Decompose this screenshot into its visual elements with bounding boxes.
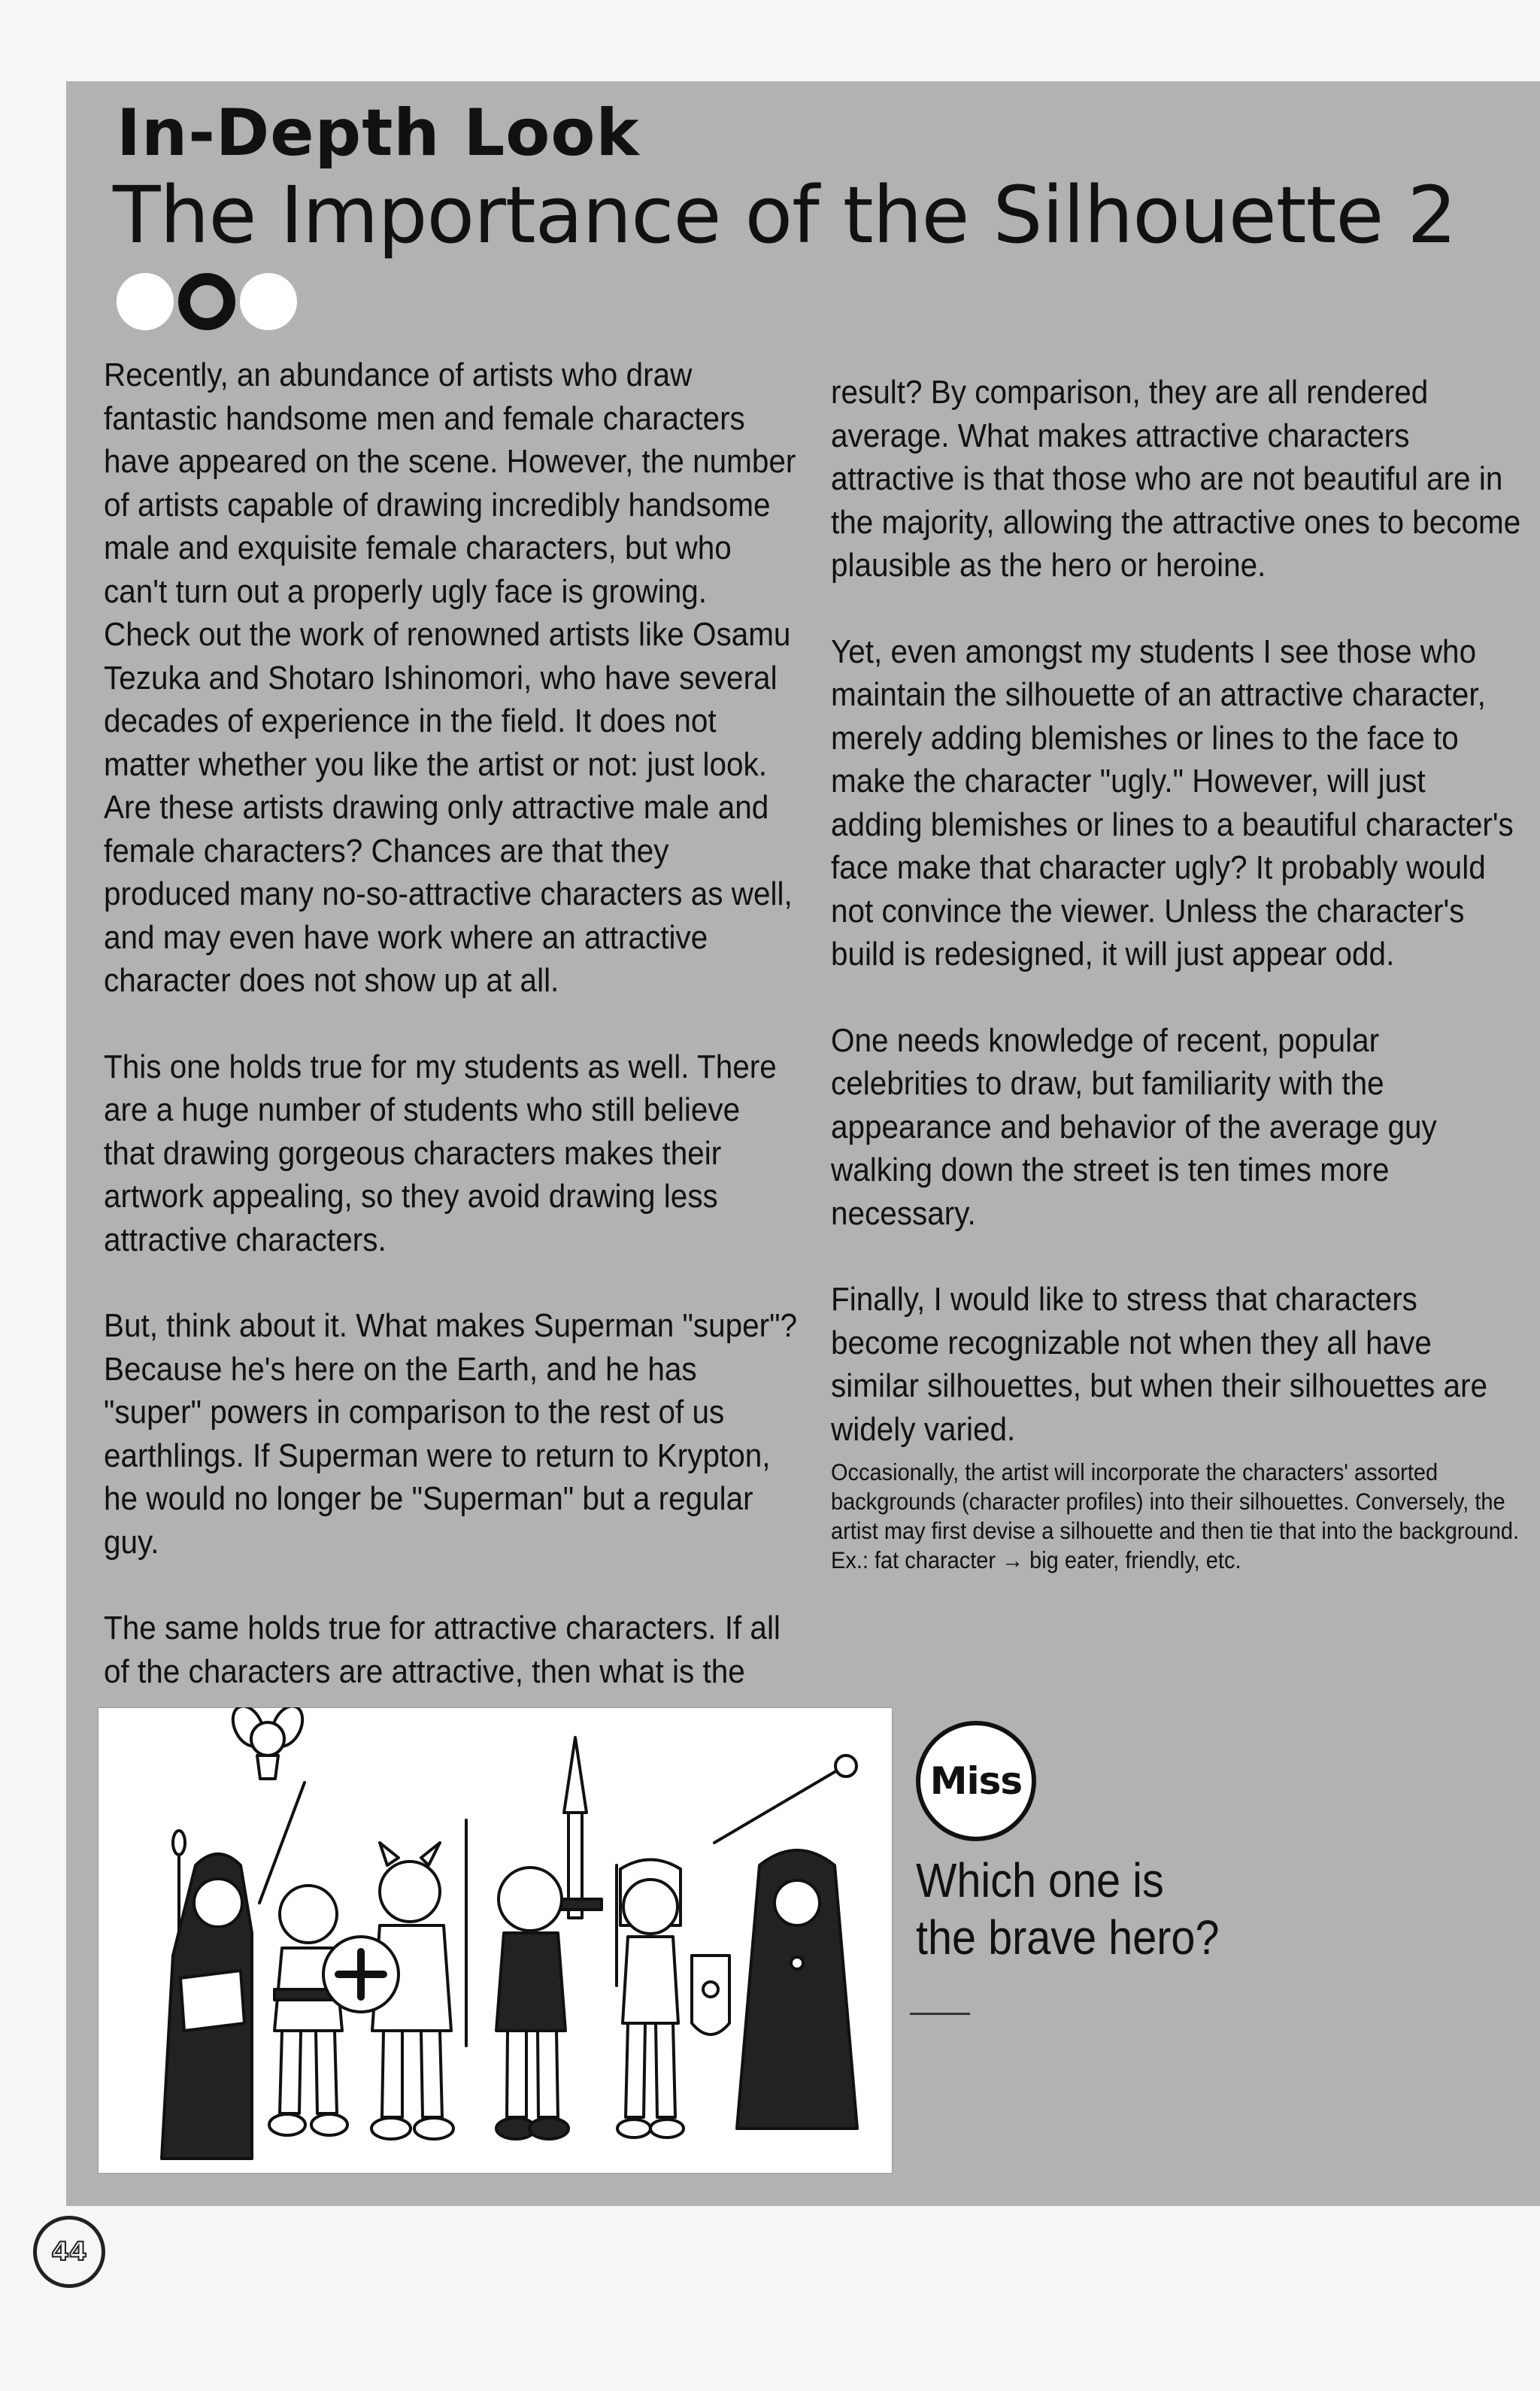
page-title: The Importance of the Silhouette 2 [113, 169, 1457, 261]
miss-badge-label: Miss [929, 1759, 1023, 1803]
miss-badge [916, 1721, 1036, 1841]
side-note [831, 1458, 1523, 1575]
mage-figure-left [162, 1831, 252, 2159]
left-column [104, 353, 799, 1736]
paragraph: result? By comparison, they are all rendered average. What makes attractive characters attractive is that those who are not beautiful are in the majority, allowing the attractive ones to become plausible as the hero or heroine. [831, 374, 1521, 584]
page-number-label: 44 [51, 2237, 87, 2267]
paragraph: One needs knowledge of recent, popular celebrities to draw, but familiarity with the appearance and behavior of the average guy walking down the street is ten times more necessary. [831, 1021, 1437, 1232]
difficulty-rating [117, 273, 297, 337]
paragraph: Finally, I would like to stress that characters become recognizable not when they all have similar silhouettes, but when their silhouettes are widely varied. [831, 1281, 1488, 1448]
hero-figure [496, 1737, 602, 2139]
horned-knight-figure [323, 1820, 466, 2139]
page-number [33, 2216, 105, 2288]
fairy-figure [227, 1707, 308, 1779]
mage-figure-right [714, 1755, 857, 2129]
note-example: Ex.: fat character → big eater, friendly, etc. [831, 1546, 1241, 1573]
figure-caption: Which one is the brave hero? [916, 1853, 1220, 1965]
rating-dot-empty [117, 273, 174, 330]
rating-dot-empty [240, 273, 297, 330]
paragraph: But, think about it. What makes Superman "super"? Because he's here on the Earth, and he has "super" powers in comparison to the rest of us earthlings. If Superman were to return to Krypton, he would no longer be "Superman" but a regular guy. [104, 1307, 798, 1561]
character-lineup-illustration [98, 1707, 893, 2174]
right-column [831, 371, 1523, 1575]
caption-rule [910, 2013, 970, 2015]
note-text: Occasionally, the artist will incorporate the characters' assorted backgrounds (character profiles) into their silhouettes. Conversely, the artist may first devise a silhouette and then tie that into the background. [831, 1458, 1520, 1544]
section-kicker: In-Depth Look [117, 96, 640, 171]
rating-dot-filled [178, 273, 235, 330]
paragraph: Yet, even amongst my students I see those who maintain the silhouette of an attractive character, merely adding blemishes or lines to the face to make the character "ugly." However, will just adding blemishes or lines to a beautiful character's face make that character ugly? It probably would not convince the viewer. Unless the character's build is redesigned, it will just appear odd. [831, 633, 1514, 972]
character-lineup-drawing [98, 1707, 893, 2174]
girl-warrior-figure [617, 1860, 729, 2138]
paragraph: This one holds true for my students as well. There are a huge number of students who still believe that drawing gorgeous characters makes their artwork appealing, so they avoid drawing less attractive characters. [104, 1048, 777, 1258]
paragraph: The same holds true for attractive characters. If all of the characters are attractive, then what is the [104, 1610, 781, 1690]
paragraph: Recently, an abundance of artists who draw fantastic handsome men and female characters have appeared on the scene. However, the number of artists capable of drawing incredibly handsome male and exquisite female characters, but who can't turn out a properly ugly face is growing. Check out the work of renowned artists like Osamu Tezuka and Shotaro Ishinomori, who have several decades of experience in the field. It does not matter whether you like the artist or not: just look. Are these artists drawing only attractive male and female characters? Chances are that they produced many no-so-attractive characters as well, and may even have work where an attractive character does not show up at all. [104, 357, 796, 999]
